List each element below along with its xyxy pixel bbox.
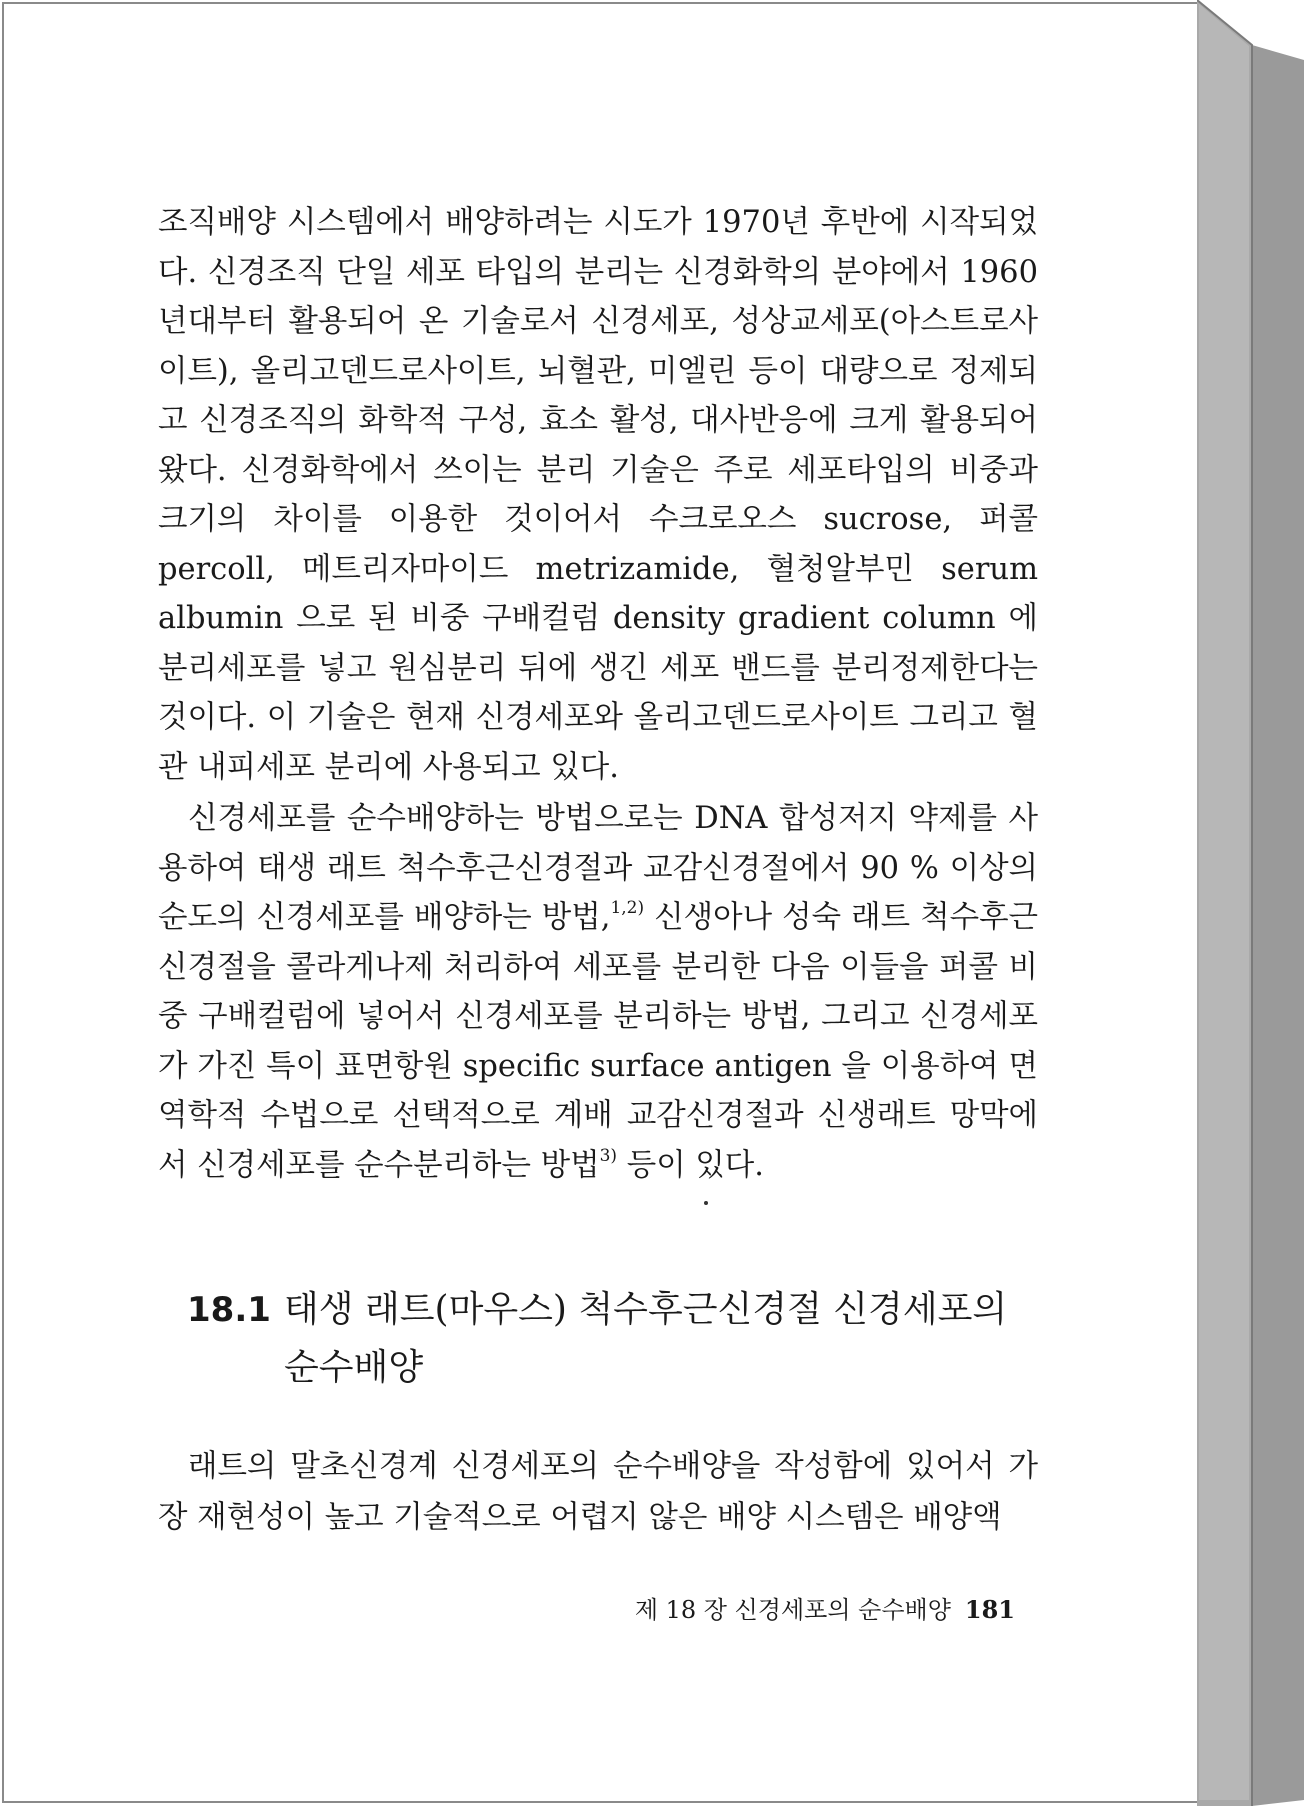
body-text bbox=[158, 198, 1038, 1190]
paragraph-2-part-c: 등이 있다. bbox=[617, 1147, 764, 1183]
paragraph-2-part-b: 신생아나 성숙 래트 척수후근신경절을 콜라게나제 처리하여 세포를 분리한 다음 이들을 퍼콜 비중 구배컬럼에 넣어서 신경세포를 분리하는 방법, 그리고 신경세포가 가진 특이 표면항원 specific surface antigen 을 이용하여 면역학적 수법으로 선택적으로 계배 교감신경절과 신생래트 망막에서 신경세포를 순수분리하는 방법 bbox=[158, 900, 1038, 1183]
book-spine bbox=[1197, 0, 1304, 1806]
section-paragraph: 래트의 말초신경계 신경세포의 순수배양을 작성함에 있어서 가장 재현성이 높고 기술적으로 어렵지 않은 배양 시스템은 배양액 bbox=[158, 1449, 1038, 1535]
chapter-title: 제 18 장 신경세포의 순수배양 bbox=[634, 1596, 951, 1624]
section-heading bbox=[187, 1281, 1047, 1397]
stray-dot bbox=[704, 1201, 708, 1205]
reference-superscript: 1,2) bbox=[610, 898, 645, 918]
reference-superscript: 3) bbox=[599, 1145, 618, 1166]
paragraph-1: 조직배양 시스템에서 배양하려는 시도가 1970년 후반에 시작되었다. 신경조직 단일 세포 타입의 분리는 신경화학의 분야에서 1960년대부터 활용되어 온 기술로서 신경세포, 성상교세포(아스트로사이트), 올리고덴드로사이트, 뇌혈관, 미엘린 등이 대량으로 정제되고 신경조직의 화학적 구성, 효소 활성, 대사반응에 크게 활용되어 왔다. 신경화학에서 쓰이는 분리 기술은 주로 세포타입의 비중과 크기의 차이를 이용한 것이어서 수크로오스 sucrose, 퍼콜 percoll, 메트리자마이드 metrizamide, 혈청알부민 serum albumin 으로 된 비중 구배컬럼 density gradient column 에 분리세포를 넣고 원심분리 뒤에 생긴 세포 밴드를 분리정제한다는 것이다. 이 기술은 현재 신경세포와 올리고덴드로사이트 그리고 혈관 내피세포 분리에 사용되고 있다. bbox=[158, 205, 1038, 785]
paragraph-2 bbox=[158, 794, 1038, 1190]
page-footer bbox=[605, 1590, 1015, 1625]
section-body bbox=[158, 1441, 1038, 1543]
paragraph-2-part-a: 신경세포를 순수배양하는 방법으로는 DNA 합성저지 약제를 사용하여 태생 래트 척수후근신경절과 교감신경절에서 90 % 이상의 순도의 신경세포를 배양하는 방법, bbox=[158, 801, 1038, 935]
section-number: 18.1 bbox=[187, 1290, 271, 1330]
page-number: 181 bbox=[964, 1595, 1015, 1624]
section-title: 태생 래트(마우스) 척수후근신경절 신경세포의 순수배양 bbox=[284, 1289, 1008, 1388]
